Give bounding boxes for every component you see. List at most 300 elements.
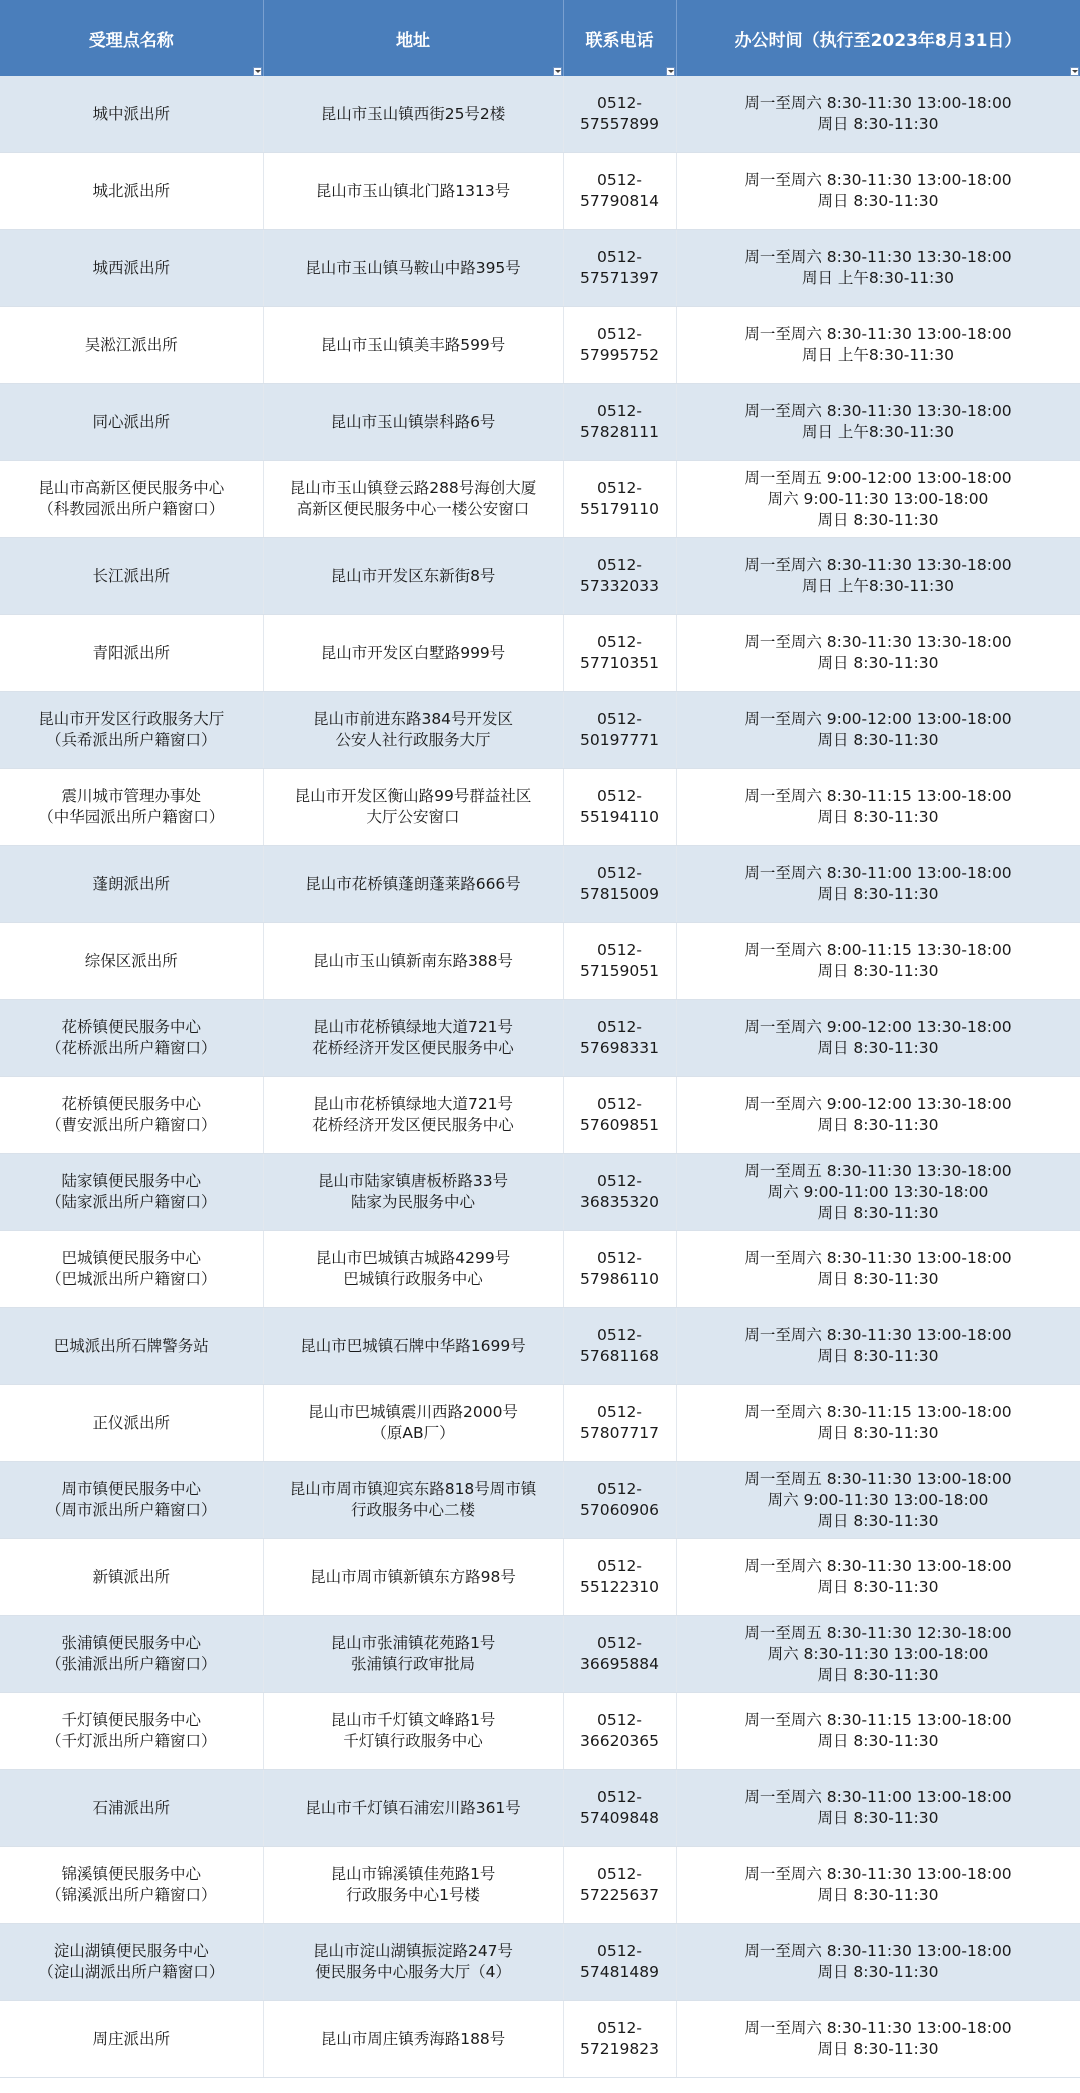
hours-cell-line: 周日 8:30-11:30	[817, 1578, 939, 1596]
phone-cell	[563, 1308, 676, 1385]
table-row	[0, 1000, 1080, 1077]
table-row	[0, 692, 1080, 769]
address-cell	[263, 1693, 563, 1770]
hours-cell	[676, 769, 1080, 846]
phone-cell	[563, 153, 676, 230]
phone-cell	[563, 538, 676, 615]
address-cell	[263, 846, 563, 923]
hours-cell-line: 周六 9:00-11:30 13:00-18:00	[767, 1490, 989, 1509]
hours-cell	[676, 2001, 1080, 2078]
hours-cell	[676, 1462, 1080, 1539]
office-name-cell-line: 蓬朗派出所	[92, 874, 170, 893]
address-cell	[263, 1770, 563, 1847]
address-cell-line: 花桥经济开发区便民服务中心	[312, 1039, 514, 1057]
hours-cell-line: 周日 8:30-11:30	[817, 1963, 939, 1981]
filter-dropdown-icon[interactable]	[666, 67, 675, 76]
header-hours-label: 办公时间（执行至2023年8月31日）	[734, 30, 1022, 51]
header-phone-label: 联系电话	[585, 30, 654, 51]
table-row	[0, 1077, 1080, 1154]
address-cell-line: 昆山市陆家镇唐板桥路33号	[317, 1172, 509, 1190]
hours-cell-line: 周一至周五 8:30-11:30 13:00-18:00	[744, 1469, 1012, 1488]
table-row	[0, 1847, 1080, 1924]
office-name-cell-line: 昆山市开发区行政服务大厅	[38, 710, 225, 728]
address-cell	[263, 538, 563, 615]
hours-cell-line: 周日 8:30-11:30	[817, 885, 939, 903]
address-cell-line: 行政服务中心1号楼	[346, 1886, 480, 1904]
address-cell	[263, 1462, 563, 1539]
hours-cell-line: 周一至周五 9:00-12:00 13:00-18:00	[744, 468, 1012, 487]
address-cell	[263, 1308, 563, 1385]
address-cell-line: 千灯镇行政服务中心	[343, 1732, 483, 1750]
office-name-cell-line: （中华园派出所户籍窗口）	[38, 808, 225, 826]
phone-cell-line: 57681168	[580, 1347, 659, 1365]
phone-cell-line: 0512-	[596, 787, 643, 805]
office-name-cell	[0, 230, 263, 307]
hours-cell-line: 周一至周五 8:30-11:30 13:30-18:00	[744, 1161, 1012, 1180]
hours-cell-line: 周一至周六 8:30-11:30 13:00-18:00	[744, 171, 1012, 189]
office-name-cell-line: 花桥镇便民服务中心	[61, 1095, 201, 1113]
address-cell-line: 昆山市千灯镇石浦宏川路361号	[305, 1798, 521, 1817]
office-name-cell	[0, 461, 263, 538]
address-cell	[263, 384, 563, 461]
office-name-cell	[0, 1770, 263, 1847]
hours-cell-line: 周日 上午8:30-11:30	[802, 577, 954, 595]
address-cell	[263, 153, 563, 230]
hours-cell-line: 周一至周六 8:30-11:30 13:00-18:00	[744, 325, 1012, 343]
table-row	[0, 1770, 1080, 1847]
phone-cell-line: 0512-	[596, 633, 643, 651]
table-row	[0, 1231, 1080, 1308]
address-cell-line: 昆山市周庄镇秀海路188号	[320, 2029, 506, 2048]
hours-cell-line: 周日 8:30-11:30	[817, 731, 939, 749]
address-cell-line: 昆山市玉山镇崇科路6号	[330, 412, 496, 431]
hours-cell-line: 周一至周六 8:30-11:30 13:00-18:00	[744, 1557, 1012, 1575]
phone-cell	[563, 1077, 676, 1154]
office-name-cell	[0, 1616, 263, 1693]
office-name-cell	[0, 1539, 263, 1616]
address-cell	[263, 1000, 563, 1077]
hours-cell	[676, 461, 1080, 538]
office-name-cell	[0, 538, 263, 615]
phone-cell-line: 0512-	[596, 171, 643, 189]
phone-cell-line: 57828111	[580, 423, 659, 441]
address-cell-line: 昆山市巴城镇石牌中华路1699号	[300, 1336, 526, 1355]
address-cell-line: 昆山市花桥镇蓬朗蓬莱路666号	[305, 874, 521, 893]
phone-cell-line: 0512-	[596, 1095, 643, 1113]
hours-cell-line: 周一至周六 8:30-11:00 13:00-18:00	[744, 1788, 1012, 1806]
hours-cell-line: 周一至周六 8:30-11:30 13:00-18:00	[744, 1326, 1012, 1344]
office-name-cell	[0, 1693, 263, 1770]
hours-cell-line: 周日 上午8:30-11:30	[802, 346, 954, 364]
phone-cell	[563, 1539, 676, 1616]
address-cell-line: 昆山市玉山镇西街25号2楼	[320, 104, 506, 123]
phone-cell-line: 57159051	[580, 962, 659, 980]
phone-cell	[563, 1154, 676, 1231]
office-name-cell-line: 张浦镇便民服务中心	[61, 1634, 201, 1652]
phone-cell-line: 55179110	[580, 500, 659, 518]
phone-cell-line: 0512-	[596, 1942, 643, 1960]
phone-cell-line: 0512-	[596, 1480, 643, 1498]
office-name-cell-line: （花桥派出所户籍窗口）	[45, 1039, 217, 1057]
phone-cell	[563, 1924, 676, 2001]
address-cell-line: 大厅公安窗口	[366, 808, 460, 826]
hours-cell-line: 周一至周六 8:30-11:30 13:30-18:00	[744, 556, 1012, 574]
hours-cell-line: 周一至周六 9:00-12:00 13:00-18:00	[744, 710, 1012, 728]
phone-cell-line: 50197771	[580, 731, 659, 749]
phone-cell	[563, 692, 676, 769]
phone-cell-line: 0512-	[596, 1403, 643, 1421]
phone-cell	[563, 1616, 676, 1693]
office-name-cell-line: （科教园派出所户籍窗口）	[38, 500, 225, 518]
address-cell	[263, 1539, 563, 1616]
table-row	[0, 615, 1080, 692]
address-cell-line: 花桥经济开发区便民服务中心	[312, 1116, 514, 1134]
phone-cell-line: 0512-	[596, 864, 643, 882]
office-name-cell-line: 石浦派出所	[92, 1798, 170, 1817]
hours-cell-line: 周一至周六 8:30-11:15 13:00-18:00	[744, 1711, 1012, 1729]
phone-cell	[563, 461, 676, 538]
phone-cell	[563, 1847, 676, 1924]
table-row	[0, 307, 1080, 384]
hours-cell-line: 周一至周六 8:30-11:00 13:00-18:00	[744, 864, 1012, 882]
address-cell	[263, 307, 563, 384]
hours-cell	[676, 230, 1080, 307]
filter-dropdown-icon[interactable]	[553, 67, 562, 76]
hours-cell-line: 周日 8:30-11:30	[817, 1424, 939, 1442]
hours-cell-line: 周日 8:30-11:30	[817, 654, 939, 672]
phone-cell	[563, 2001, 676, 2078]
hours-cell-line: 周一至周六 8:30-11:30 13:00-18:00	[744, 1942, 1012, 1960]
office-name-cell-line: 巴城派出所石牌警务站	[53, 1336, 209, 1355]
phone-cell	[563, 307, 676, 384]
hours-cell	[676, 153, 1080, 230]
hours-cell	[676, 1847, 1080, 1924]
office-name-cell	[0, 769, 263, 846]
hours-cell	[676, 307, 1080, 384]
hours-cell-line: 周一至周六 8:30-11:15 13:00-18:00	[744, 787, 1012, 805]
hours-cell	[676, 538, 1080, 615]
hours-cell-line: 周日 8:30-11:30	[817, 1732, 939, 1750]
phone-cell-line: 0512-	[596, 325, 643, 343]
address-cell-line: 昆山市周市镇迎宾东路818号周市镇	[289, 1480, 537, 1498]
address-cell	[263, 692, 563, 769]
table-row	[0, 230, 1080, 307]
office-name-cell-line: （张浦派出所户籍窗口）	[45, 1655, 217, 1673]
filter-dropdown-icon[interactable]	[253, 67, 262, 76]
table-row	[0, 1924, 1080, 2001]
phone-cell-line: 0512-	[596, 1865, 643, 1883]
office-name-cell-line: （巴城派出所户籍窗口）	[45, 1270, 217, 1288]
phone-cell	[563, 76, 676, 153]
phone-cell	[563, 769, 676, 846]
office-name-cell-line: 综保区派出所	[84, 951, 178, 970]
table-row	[0, 1462, 1080, 1539]
hours-cell-line: 周六 9:00-11:30 13:00-18:00	[767, 489, 989, 508]
office-name-cell-line: 周市镇便民服务中心	[61, 1480, 201, 1498]
address-cell-line: 昆山市千灯镇文峰路1号	[330, 1711, 496, 1729]
hours-cell-line: 周日 8:30-11:30	[817, 1116, 939, 1134]
phone-cell-line: 36620365	[580, 1732, 659, 1750]
office-name-cell-line: （曹安派出所户籍窗口）	[45, 1116, 217, 1134]
table-row	[0, 1154, 1080, 1231]
address-cell	[263, 1154, 563, 1231]
address-cell-line: 昆山市锦溪镇佳苑路1号	[330, 1865, 496, 1883]
address-cell	[263, 1231, 563, 1308]
office-name-cell-line: 城中派出所	[92, 104, 170, 123]
phone-cell-line: 57225637	[580, 1886, 659, 1904]
hours-cell-line: 周日 8:30-11:30	[817, 1886, 939, 1904]
phone-cell-line: 0512-	[596, 1634, 643, 1652]
phone-cell-line: 0512-	[596, 1711, 643, 1729]
office-name-cell-line: （陆家派出所户籍窗口）	[45, 1193, 217, 1211]
header-address	[263, 0, 563, 76]
office-name-cell-line: （兵希派出所户籍窗口）	[45, 731, 217, 749]
office-name-cell-line: 千灯镇便民服务中心	[61, 1711, 201, 1729]
phone-cell	[563, 1462, 676, 1539]
phone-cell-line: 0512-	[596, 556, 643, 574]
phone-cell-line: 57807717	[580, 1424, 659, 1442]
hours-cell-line: 周日 8:30-11:30	[817, 1665, 939, 1684]
hours-cell	[676, 1693, 1080, 1770]
hours-cell	[676, 692, 1080, 769]
hours-cell-line: 周一至周六 8:30-11:30 13:30-18:00	[744, 633, 1012, 651]
office-name-cell	[0, 1308, 263, 1385]
phone-cell-line: 57060906	[580, 1501, 659, 1519]
address-cell	[263, 1616, 563, 1693]
table-row	[0, 76, 1080, 153]
hours-cell	[676, 615, 1080, 692]
address-cell-line: 巴城镇行政服务中心	[343, 1270, 483, 1288]
office-name-cell	[0, 1000, 263, 1077]
office-name-cell	[0, 1231, 263, 1308]
hours-cell-line: 周日 8:30-11:30	[817, 1203, 939, 1222]
hours-cell-line: 周一至周六 8:30-11:30 13:00-18:00	[744, 1865, 1012, 1883]
office-name-cell-line: 淀山湖镇便民服务中心	[53, 1942, 209, 1960]
office-name-cell	[0, 153, 263, 230]
hours-cell-line: 周六 8:30-11:30 13:00-18:00	[767, 1644, 989, 1663]
phone-cell-line: 0512-	[596, 479, 643, 497]
address-cell	[263, 1385, 563, 1462]
hours-cell-line: 周日 8:30-11:30	[817, 1270, 939, 1288]
address-cell	[263, 461, 563, 538]
address-cell-line: 昆山市花桥镇绿地大道721号	[312, 1095, 514, 1113]
office-name-cell-line: （周市派出所户籍窗口）	[45, 1501, 217, 1519]
phone-cell-line: 36695884	[580, 1655, 659, 1673]
hours-cell	[676, 1077, 1080, 1154]
phone-cell-line: 0512-	[596, 1788, 643, 1806]
hours-cell-line: 周日 8:30-11:30	[817, 1511, 939, 1530]
hours-cell-line: 周日 8:30-11:30	[817, 1809, 939, 1827]
hours-cell-line: 周六 9:00-11:00 13:30-18:00	[767, 1182, 989, 1201]
table-row	[0, 1385, 1080, 1462]
hours-cell-line: 周日 上午8:30-11:30	[802, 269, 954, 287]
hours-cell	[676, 923, 1080, 1000]
hours-cell	[676, 1308, 1080, 1385]
phone-cell-line: 0512-	[596, 1249, 643, 1267]
phone-cell-line: 57986110	[580, 1270, 659, 1288]
hours-cell-line: 周一至周六 9:00-12:00 13:30-18:00	[744, 1018, 1012, 1036]
address-cell-line: 高新区便民服务中心一楼公安窗口	[296, 500, 530, 518]
phone-cell-line: 0512-	[596, 1018, 643, 1036]
address-cell-line: 昆山市巴城镇古城路4299号	[315, 1249, 511, 1267]
address-cell-line: 公安人社行政服务大厅	[335, 731, 491, 749]
office-name-cell-line: 城北派出所	[92, 181, 170, 200]
office-name-cell	[0, 1385, 263, 1462]
hours-cell	[676, 1539, 1080, 1616]
hours-cell	[676, 1000, 1080, 1077]
address-cell-line: 陆家为民服务中心	[350, 1193, 475, 1211]
phone-cell-line: 0512-	[596, 402, 643, 420]
phone-cell-line: 57698331	[580, 1039, 659, 1057]
hours-cell	[676, 846, 1080, 923]
phone-cell-line: 0512-	[596, 94, 643, 112]
hours-cell-line: 周日 8:30-11:30	[817, 1347, 939, 1365]
office-name-cell-line: 巴城镇便民服务中心	[61, 1249, 201, 1267]
table-body	[0, 76, 1080, 2078]
hours-cell-line: 周日 8:30-11:30	[817, 2040, 939, 2058]
office-name-cell-line: 周庄派出所	[92, 2029, 170, 2048]
table-row	[0, 923, 1080, 1000]
address-cell-line: 昆山市淀山湖镇振淀路247号	[312, 1942, 514, 1960]
phone-cell-line: 0512-	[596, 2019, 643, 2037]
office-name-cell	[0, 1924, 263, 2001]
office-name-cell	[0, 923, 263, 1000]
phone-cell	[563, 923, 676, 1000]
address-cell	[263, 1077, 563, 1154]
address-cell-line: 昆山市玉山镇北门路1313号	[315, 181, 511, 200]
table-row	[0, 2001, 1080, 2078]
phone-cell-line: 0512-	[596, 1326, 643, 1344]
hours-cell	[676, 1924, 1080, 2001]
hours-cell-line: 周一至周六 8:30-11:30 13:00-18:00	[744, 94, 1012, 112]
address-cell-line: 张浦镇行政审批局	[350, 1655, 475, 1673]
phone-cell-line: 57995752	[580, 346, 659, 364]
header-office-name-label: 受理点名称	[88, 30, 174, 51]
office-name-cell-line: 花桥镇便民服务中心	[61, 1018, 201, 1036]
header-office-name	[0, 0, 263, 76]
address-cell-line: 昆山市玉山镇马鞍山中路395号	[305, 258, 521, 277]
table-row	[0, 1539, 1080, 1616]
phone-cell	[563, 1770, 676, 1847]
phone-cell	[563, 1693, 676, 1770]
hours-cell-line: 周日 8:30-11:30	[817, 962, 939, 980]
address-cell-line: （原AB厂）	[371, 1424, 455, 1442]
address-cell	[263, 2001, 563, 2078]
header-row	[0, 0, 1080, 76]
address-cell	[263, 1924, 563, 2001]
phone-cell	[563, 846, 676, 923]
phone-cell	[563, 615, 676, 692]
phone-cell-line: 57710351	[580, 654, 659, 672]
office-name-cell	[0, 76, 263, 153]
address-cell-line: 昆山市玉山镇美丰路599号	[320, 335, 506, 354]
office-name-cell	[0, 307, 263, 384]
table-row	[0, 846, 1080, 923]
office-name-cell-line: 新镇派出所	[92, 1567, 170, 1586]
address-cell-line: 行政服务中心二楼	[350, 1501, 475, 1519]
address-cell-line: 昆山市开发区衡山路99号群益社区	[294, 787, 532, 805]
phone-cell-line: 57790814	[580, 192, 659, 210]
phone-cell-line: 57481489	[580, 1963, 659, 1981]
hours-cell-line: 周一至周六 8:30-11:30 13:30-18:00	[744, 402, 1012, 420]
address-cell-line: 昆山市张浦镇花苑路1号	[330, 1634, 496, 1652]
office-name-cell	[0, 1847, 263, 1924]
table-row	[0, 1616, 1080, 1693]
office-name-cell-line: 锦溪镇便民服务中心	[61, 1865, 201, 1883]
hours-cell	[676, 1154, 1080, 1231]
phone-cell	[563, 230, 676, 307]
table-row	[0, 1693, 1080, 1770]
phone-cell-line: 57571397	[580, 269, 659, 287]
office-name-cell	[0, 1154, 263, 1231]
address-cell-line: 昆山市前进东路384号开发区	[312, 710, 514, 728]
office-name-cell	[0, 615, 263, 692]
phone-cell	[563, 384, 676, 461]
phone-cell-line: 0512-	[596, 1172, 643, 1190]
header-hours	[676, 0, 1080, 76]
table-row	[0, 461, 1080, 538]
office-name-cell	[0, 1077, 263, 1154]
header-address-label: 地址	[396, 30, 430, 51]
hours-cell	[676, 384, 1080, 461]
address-cell-line: 昆山市玉山镇登云路288号海创大厦	[289, 479, 537, 497]
phone-cell-line: 36835320	[580, 1193, 659, 1211]
table-row	[0, 1308, 1080, 1385]
hours-cell-line: 周一至周六 8:30-11:30 13:00-18:00	[744, 2019, 1012, 2037]
hours-cell-line: 周一至周五 8:30-11:30 12:30-18:00	[744, 1623, 1012, 1642]
filter-dropdown-icon[interactable]	[1070, 67, 1079, 76]
hours-cell	[676, 1231, 1080, 1308]
office-name-cell-line: 陆家镇便民服务中心	[61, 1172, 201, 1190]
hours-cell-line: 周一至周六 8:30-11:15 13:00-18:00	[744, 1403, 1012, 1421]
table-row	[0, 153, 1080, 230]
address-cell-line: 昆山市花桥镇绿地大道721号	[312, 1018, 514, 1036]
phone-cell-line: 0512-	[596, 248, 643, 266]
phone-cell-line: 55122310	[580, 1578, 659, 1596]
phone-cell-line: 57332033	[580, 577, 659, 595]
address-cell-line: 便民服务中心服务大厅（4）	[315, 1963, 511, 1981]
address-cell-line: 昆山市开发区东新街8号	[330, 566, 496, 585]
hours-cell	[676, 1616, 1080, 1693]
address-cell	[263, 1847, 563, 1924]
address-cell	[263, 76, 563, 153]
phone-cell-line: 57409848	[580, 1809, 659, 1827]
phone-cell-line: 57609851	[580, 1116, 659, 1134]
phone-cell-line: 57557899	[580, 115, 659, 133]
hours-cell-line: 周日 8:30-11:30	[817, 1039, 939, 1057]
table-row	[0, 769, 1080, 846]
office-name-cell	[0, 846, 263, 923]
hours-cell-line: 周日 8:30-11:30	[817, 115, 939, 133]
address-cell-line: 昆山市玉山镇新南东路388号	[312, 951, 514, 970]
office-name-cell-line: 城西派出所	[92, 258, 170, 277]
address-cell-line: 昆山市开发区白墅路999号	[320, 643, 506, 662]
office-name-cell-line: 同心派出所	[92, 412, 170, 431]
office-name-cell	[0, 384, 263, 461]
address-cell	[263, 769, 563, 846]
hours-cell-line: 周日 8:30-11:30	[817, 510, 939, 529]
office-name-cell-line: 震川城市管理办事处	[61, 787, 201, 805]
office-name-cell-line: 长江派出所	[92, 566, 170, 585]
phone-cell-line: 55194110	[580, 808, 659, 826]
hours-cell-line: 周日 8:30-11:30	[817, 808, 939, 826]
office-name-cell-line: 昆山市高新区便民服务中心	[38, 479, 225, 497]
phone-cell	[563, 1000, 676, 1077]
hours-cell-line: 周一至周六 9:00-12:00 13:30-18:00	[744, 1095, 1012, 1113]
hours-cell-line: 周日 8:30-11:30	[817, 192, 939, 210]
hours-cell	[676, 1385, 1080, 1462]
office-name-cell-line: 正仪派出所	[92, 1413, 170, 1432]
